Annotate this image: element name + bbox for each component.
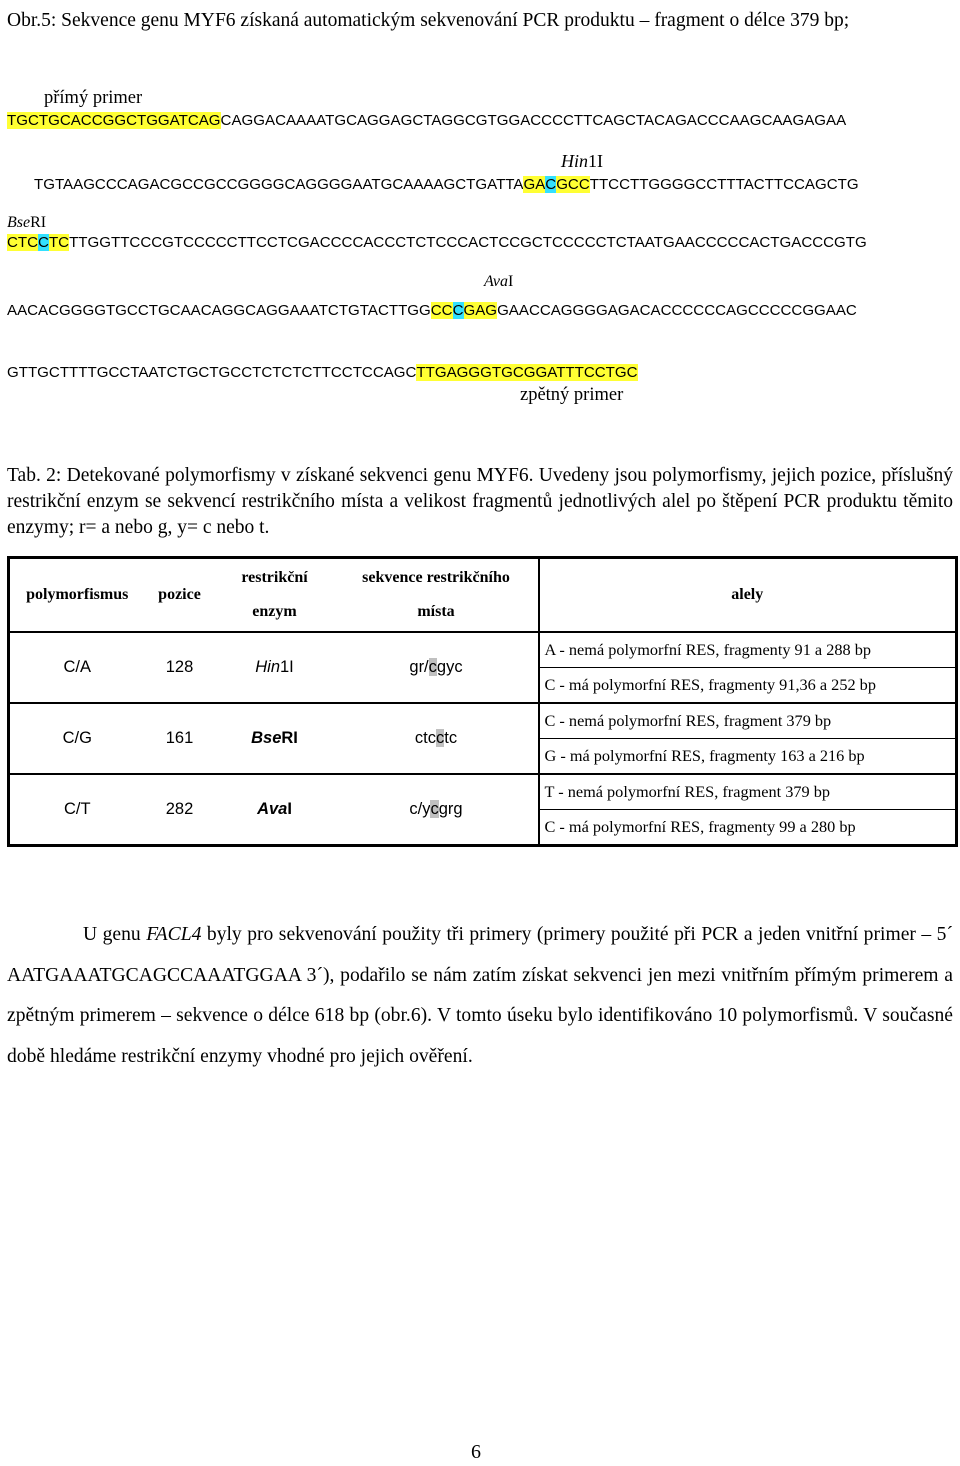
site-segment: CC: [430, 302, 453, 319]
avai-site-label: [484, 273, 513, 291]
enzyme-name-suffix: RI: [30, 214, 47, 231]
cell-allele: C - má polymorfní RES, fragmenty 91,36 a 252 bp: [539, 668, 957, 704]
header-enzyme: restrikční enzym: [215, 558, 335, 633]
beri-site-label: [7, 214, 46, 232]
forward-primer-label: přímý primer: [44, 88, 143, 108]
cell-site: ctcctc: [335, 703, 539, 774]
table-caption: Tab. 2: Detekované polymorfismy v získané sekvenci genu MYF6. Uvedeny jsou polymorfismy, jejich pozice, příslušný restrikční enzym se sekvencí restrikčního místa a velikost fragmentů jednotlivých alel po štěpení PCR produktu těmito enzymy; r= a nebo g, y= c nebo t.: [7, 465, 953, 538]
header-site: sekvence restrikčního místa: [335, 558, 539, 633]
header-position: pozice: [145, 558, 215, 633]
site-segment: GA: [523, 176, 546, 193]
gene-name: FACL4: [146, 924, 202, 945]
sequence-segment: TGTAAGCCCAGACGCCGCCGGGGCAGGGGAATGCAAAAGCTGATTA: [34, 176, 524, 193]
enzyme-name-italic: Ava: [484, 273, 508, 290]
cell-site: c/ycgrg: [335, 774, 539, 846]
sequence-segment: AACACGGGGTGCCTGCAACAGGCAGGAAATCTGTACTTGG: [7, 302, 431, 319]
sequence-line-1: [7, 112, 846, 129]
reverse-primer-label: zpětný primer: [520, 385, 624, 405]
enzyme-name-italic: Bse: [7, 214, 31, 231]
hin1i-site-label: [561, 151, 603, 172]
sequence-line-5: [7, 364, 638, 381]
sequence-segment: TTCCTTGGGGCCTTTACTTCCAGCTG: [589, 176, 859, 193]
cell-allele: C - nemá polymorfní RES, fragment 379 bp: [539, 703, 957, 739]
cell-polymorphism: C/G: [9, 703, 145, 774]
site-segment: CTC: [7, 234, 39, 251]
snp-position-161: C: [38, 234, 49, 251]
table-row: [9, 703, 957, 739]
cell-position: 161: [145, 703, 215, 774]
sequence-segment: GTTGCTTTTGCCTAATCTGCTGCCTCTCTCTTCCTCCAGC: [7, 364, 417, 381]
cell-enzyme: BseRI: [215, 703, 335, 774]
site-segment: GAG: [463, 302, 498, 319]
sequence-line-4: [7, 302, 857, 319]
cell-position: 128: [145, 632, 215, 703]
header-alleles: alely: [539, 558, 957, 633]
polymorphic-base: c: [436, 729, 445, 747]
header-polymorphism: polymorfismus: [9, 558, 145, 633]
cell-polymorphism: C/T: [9, 774, 145, 846]
forward-primer-sequence: TGCTGCACCGGCTGGATCAG: [7, 112, 221, 129]
snp-position-128: C: [545, 176, 557, 193]
sequence-segment: GAACCAGGGGAGACACCCCCCAGCCCCCGGAAC: [497, 302, 857, 319]
polymorphic-base: c: [430, 800, 439, 818]
sequence-line-2: [34, 176, 859, 193]
page-number: 6: [471, 1441, 481, 1463]
cell-enzyme: Hin1I: [215, 632, 335, 703]
cell-allele: T - nemá polymorfní RES, fragment 379 bp: [539, 774, 957, 810]
sequence-segment: TTGGTTCCCGTCCCCCTTCCTCGACCCCACCCTCTCCCACTCCGCTCCCCCTCTAATGAACCCCCACTGACCCGTG: [69, 234, 867, 251]
body-paragraph: U genu FACL4 byly pro sekvenování použity tři primery (primery použité při PCR a jeden vnitřní primer – 5´ AATGAAATGCAGCCAAATGGAA 3´), podařilo se nám zatím získat sekvenci jen mezi vnitřním přímým primerem a zpětným primerem – sekvence o délce 618 bp (obr.6). V tomto úseku bylo identifikováno 10 polymorfismů. V současné době hledáme restrikční enzymy vhodné pro jejich ověření.: [7, 924, 953, 1067]
cell-enzyme: AvaI: [215, 774, 335, 846]
site-segment: TC: [48, 234, 70, 251]
figure-caption: Obr.5: Sekvence genu MYF6 získaná automatickým sekvenování PCR produktu – fragment o délce 379 bp;: [7, 10, 850, 31]
cell-allele: C - má polymorfní RES, fragmenty 99 a 280 bp: [539, 810, 957, 846]
cell-allele: G - má polymorfní RES, fragmenty 163 a 216 bp: [539, 739, 957, 775]
cell-position: 282: [145, 774, 215, 846]
table-row: [9, 774, 957, 810]
enzyme-name-italic: Hin: [561, 151, 588, 171]
sequence-line-3: [7, 234, 867, 251]
enzyme-name-suffix: 1I: [588, 151, 603, 171]
sequence-segment: CAGGACAAAATGCAGGAGCTAGGCGTGGACCCCTTCAGCTACAGACCCAAGCAAGAGAA: [220, 112, 847, 129]
site-segment: GCC: [556, 176, 590, 193]
cell-allele: A - nemá polymorfní RES, fragmenty 91 a 288 bp: [539, 632, 957, 668]
polymorphism-table: [7, 556, 958, 847]
cell-polymorphism: C/A: [9, 632, 145, 703]
enzyme-name-suffix: I: [508, 273, 514, 290]
reverse-primer-sequence: TTGAGGGTGCGGATTTCCTGC: [416, 364, 638, 381]
snp-position-282: C: [452, 302, 464, 319]
table-header-row: [9, 558, 957, 633]
polymorphic-base: c: [428, 658, 437, 676]
table-row: [9, 632, 957, 668]
cell-site: gr/cgyc: [335, 632, 539, 703]
